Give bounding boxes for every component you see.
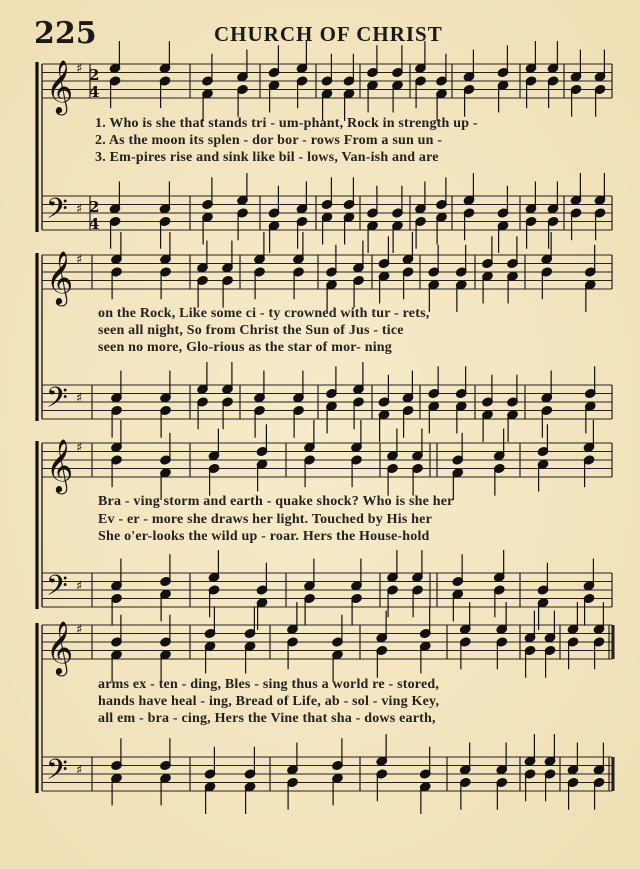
bass-clef-icon: 𝄢 [46,192,68,233]
lyric-s3-v3: She o'er-looks the wild up - roar. Hers the House-hold [98,529,430,544]
bass-clef-icon: 𝄢 [46,569,68,610]
treble-clef-icon: 𝄞 [46,250,74,304]
lyric-s1-v3: 3. Em-pires rise and sink like bil - lows, Van-ish and are [95,150,439,165]
sharp-icon: ♯ [76,201,83,217]
time-signature-bottom: 4 [89,215,100,233]
sharp-icon: ♯ [76,252,83,268]
lyric-s2-v3: seen no more, Glo-rious as the star of mor- ning [98,340,392,355]
lyric-s1-v2: 2. As the moon its splen - dor bor - rows From a sun un - [95,133,443,148]
hymn-number: 225 [34,16,97,51]
treble-clef-icon: 𝄞 [46,438,74,492]
sharp-icon: ♯ [76,390,83,406]
lyric-s4-v3: all em - bra - cing, Hers the Vine that sha - dows earth, [98,711,436,726]
sharp-icon: ♯ [76,762,83,778]
lyric-s4-v2: hands have heal - ing, Bread of Life, ab - sol - ving Key, [98,694,440,709]
time-signature-top: 2 [89,198,100,216]
bass-clef-icon: 𝄢 [46,753,68,794]
time-signature-top: 2 [89,66,100,84]
hymn-title: CHURCH OF CHRIST [214,22,443,46]
bass-clef-icon: 𝄢 [46,381,68,422]
treble-clef-icon: 𝄞 [46,620,74,674]
time-signature-bottom: 4 [89,83,100,101]
sharp-icon: ♯ [76,61,83,77]
lyric-s1-v1: 1. Who is she that stands tri - um-phant, Rock in strength up - [95,116,478,131]
lyric-s2-v2: seen all night, So from Christ the Sun of Jus - tice [98,323,404,338]
lyric-s3-v2: Ev - er - more she draws her light. Touched by His her [98,512,432,527]
sharp-icon: ♯ [76,622,83,638]
treble-clef-icon: 𝄞 [46,59,74,113]
lyric-s4-v1: arms ex - ten - ding, Bles - sing thus a world re - stored, [98,677,440,692]
sharp-icon: ♯ [76,578,83,594]
lyric-s2-v1: on the Rock, Like some ci - ty crowned with tur - rets, [98,306,430,321]
sharp-icon: ♯ [76,440,83,456]
lyric-s3-v1: Bra - ving storm and earth - quake shock? Who is she her [98,494,454,509]
